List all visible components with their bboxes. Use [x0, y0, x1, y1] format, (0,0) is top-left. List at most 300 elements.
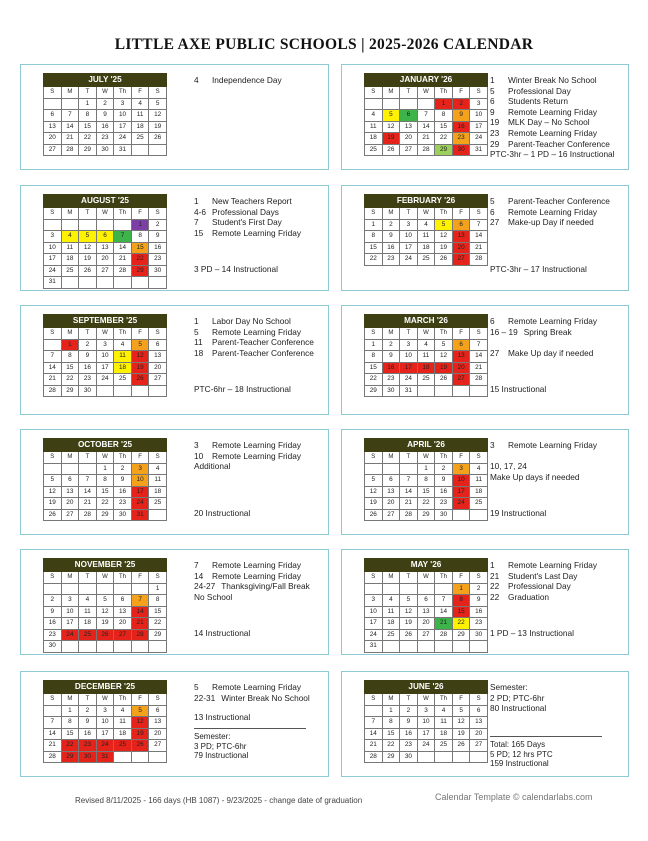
event-text: Remote Learning Friday	[212, 326, 302, 337]
event-date: 9	[490, 106, 495, 117]
day-cell: 22	[131, 254, 149, 266]
empty-cell	[452, 509, 470, 521]
day-cell: 30	[114, 509, 132, 521]
day-cell: 11	[417, 231, 435, 243]
day-cell: 30	[79, 385, 97, 397]
month-events	[490, 440, 597, 482]
day-cell: 19	[96, 618, 114, 630]
event-text: Remote Learning Friday	[212, 570, 302, 581]
semester-label: Total: 165 Days	[490, 740, 546, 749]
day-cell: 8	[149, 595, 167, 607]
event-date: 5	[194, 682, 199, 692]
day-cell: 25	[470, 498, 488, 510]
event-text: Independence Day	[212, 75, 282, 85]
empty-cell	[417, 583, 435, 595]
day-cell: 4	[435, 705, 453, 717]
day-cell: 13	[96, 242, 114, 254]
weekday-header: Th	[435, 694, 453, 706]
day-cell: 21	[365, 740, 383, 752]
empty-cell	[96, 219, 114, 231]
day-cell: 19	[365, 498, 383, 510]
day-cell: 20	[452, 242, 470, 254]
day-cell: 30	[470, 629, 488, 641]
empty-cell	[44, 583, 62, 595]
day-cell: 10	[365, 606, 383, 618]
day-cell: 15	[79, 121, 97, 133]
day-cell: 2	[149, 219, 167, 231]
event-text: MLK Day – No School	[508, 117, 590, 128]
day-cell: 27	[96, 265, 114, 277]
day-cell: 25	[131, 133, 149, 145]
event-line	[490, 207, 610, 218]
instructional-summary: 1 PD – 13 Instructional	[490, 628, 574, 638]
empty-cell	[114, 751, 132, 763]
empty-cell	[470, 385, 488, 397]
day-cell: 12	[79, 242, 97, 254]
weekday-header: W	[96, 572, 114, 584]
day-cell: 29	[61, 751, 79, 763]
day-cell: 14	[365, 728, 383, 740]
empty-cell	[131, 144, 149, 156]
empty-cell	[149, 751, 167, 763]
day-cell: 3	[114, 98, 132, 110]
month-events	[194, 196, 301, 238]
event-date: 22-31	[194, 692, 216, 703]
day-cell: 10	[96, 351, 114, 363]
day-cell: 28	[61, 144, 79, 156]
event-line	[194, 348, 314, 359]
event-text: Remote Learning Friday	[508, 316, 598, 326]
day-cell: 8	[79, 110, 97, 122]
empty-cell	[96, 385, 114, 397]
month-events	[490, 560, 597, 602]
day-cell: 28	[44, 385, 62, 397]
day-cell: 19	[382, 133, 400, 145]
day-cell: 13	[417, 606, 435, 618]
empty-cell	[417, 751, 435, 763]
day-cell: 2	[435, 463, 453, 475]
weekday-header: M	[61, 208, 79, 220]
empty-cell	[44, 339, 62, 351]
empty-cell	[365, 98, 383, 110]
day-cell: 1	[79, 98, 97, 110]
event-line	[490, 348, 597, 359]
event-line	[490, 327, 597, 338]
day-cell: 20	[149, 362, 167, 374]
day-cell: 17	[96, 362, 114, 374]
event-text: Graduation	[508, 591, 550, 602]
event-line	[194, 217, 301, 228]
empty-cell	[114, 219, 132, 231]
weekday-header: M	[61, 572, 79, 584]
day-cell: 27	[452, 374, 470, 386]
day-cell: 26	[79, 265, 97, 277]
month-panel	[341, 429, 629, 535]
day-cell: 7	[470, 339, 488, 351]
month-name: AUGUST '25	[44, 195, 167, 208]
month-name: MAY '26	[365, 559, 488, 572]
month-events	[194, 440, 301, 472]
empty-cell	[400, 583, 418, 595]
empty-cell	[452, 385, 470, 397]
weekday-header: T	[400, 87, 418, 99]
day-cell: 3	[44, 231, 62, 243]
weekday-header: S	[365, 452, 383, 464]
day-cell: 12	[149, 110, 167, 122]
day-cell: 5	[131, 705, 149, 717]
day-cell: 5	[435, 219, 453, 231]
event-text: Labor Day No School	[212, 316, 291, 326]
month-events	[194, 682, 310, 703]
day-cell: 1	[131, 219, 149, 231]
empty-cell	[79, 277, 97, 289]
day-cell: 19	[400, 618, 418, 630]
day-cell: 12	[435, 351, 453, 363]
event-text: Remote Learning Friday	[212, 450, 302, 461]
weekday-header: S	[149, 452, 167, 464]
event-line	[194, 75, 282, 86]
month-panel	[341, 305, 629, 415]
event-text: Remote Learning Friday	[508, 440, 598, 450]
weekday-header: S	[470, 452, 488, 464]
event-date: 7	[194, 560, 199, 570]
event-text: Remote Learning Friday	[508, 206, 598, 217]
day-cell: 14	[417, 121, 435, 133]
day-cell: 17	[61, 618, 79, 630]
event-text: Remote Learning Friday	[508, 127, 598, 138]
day-cell: 9	[149, 231, 167, 243]
empty-cell	[435, 583, 453, 595]
event-text: Professional Day	[508, 581, 571, 592]
instructional-summary: 3 PD – 14 Instructional	[194, 264, 278, 274]
weekday-header: S	[365, 694, 383, 706]
day-cell: 29	[79, 144, 97, 156]
day-cell: 5	[44, 475, 62, 487]
day-cell: 17	[417, 728, 435, 740]
day-cell: 6	[149, 339, 167, 351]
day-cell: 16	[382, 242, 400, 254]
day-cell: 26	[435, 374, 453, 386]
weekday-header: M	[382, 208, 400, 220]
day-cell: 25	[114, 374, 132, 386]
event-date: 3	[490, 440, 495, 450]
instructional-summary: 20 Instructional	[194, 508, 251, 518]
weekday-header: F	[131, 572, 149, 584]
weekday-header: Th	[114, 87, 132, 99]
day-cell: 9	[79, 717, 97, 729]
event-line	[490, 337, 597, 348]
day-cell: 10	[452, 475, 470, 487]
empty-cell	[435, 751, 453, 763]
empty-cell	[435, 641, 453, 653]
day-cell: 21	[44, 374, 62, 386]
day-cell: 7	[131, 595, 149, 607]
event-text: Winter Break No School	[221, 692, 310, 703]
weekday-header: W	[96, 694, 114, 706]
month-panel	[20, 549, 329, 655]
day-cell: 28	[470, 374, 488, 386]
event-date: 21	[490, 570, 500, 581]
day-cell: 26	[131, 740, 149, 752]
event-date: 1	[490, 560, 495, 570]
day-cell: 5	[365, 475, 383, 487]
revision-note: Revised 8/11/2025 - 166 days (HB 1087) - 9/23/2025 - change date of graduation	[75, 796, 363, 805]
month-events	[490, 316, 597, 358]
day-cell: 29	[365, 385, 383, 397]
day-cell: 1	[61, 705, 79, 717]
empty-cell	[400, 641, 418, 653]
weekday-header: Th	[435, 87, 453, 99]
day-cell: 24	[61, 629, 79, 641]
day-cell: 21	[79, 498, 97, 510]
weekday-header: M	[61, 694, 79, 706]
day-cell: 24	[96, 740, 114, 752]
day-cell: 25	[417, 374, 435, 386]
day-cell: 31	[131, 509, 149, 521]
weekday-header: W	[417, 328, 435, 340]
day-cell: 22	[61, 374, 79, 386]
day-cell: 20	[149, 728, 167, 740]
empty-cell	[435, 385, 453, 397]
month-panel	[341, 185, 629, 291]
weekday-header: F	[452, 694, 470, 706]
event-date: 22	[490, 591, 500, 602]
day-cell: 23	[382, 374, 400, 386]
day-cell: 3	[400, 339, 418, 351]
empty-cell	[96, 641, 114, 653]
weekday-header: S	[44, 452, 62, 464]
day-cell: 28	[114, 265, 132, 277]
day-cell: 1	[61, 339, 79, 351]
day-cell: 6	[452, 219, 470, 231]
empty-cell	[114, 385, 132, 397]
day-cell: 9	[435, 475, 453, 487]
event-text: PTC-3hr – 1 PD – 16 Instructional	[490, 149, 615, 160]
day-cell: 13	[149, 717, 167, 729]
day-cell: 22	[365, 254, 383, 266]
event-line	[490, 472, 597, 483]
weekday-header: T	[79, 572, 97, 584]
day-cell: 12	[435, 231, 453, 243]
day-cell: 23	[79, 740, 97, 752]
day-cell: 15	[61, 728, 79, 740]
weekday-header: Th	[435, 452, 453, 464]
day-cell: 23	[435, 498, 453, 510]
month-name: SEPTEMBER '25	[44, 315, 167, 328]
day-cell: 8	[382, 717, 400, 729]
weekday-header: S	[365, 328, 383, 340]
day-cell: 31	[365, 641, 383, 653]
day-cell: 7	[44, 351, 62, 363]
day-cell: 23	[400, 740, 418, 752]
day-cell: 2	[96, 98, 114, 110]
event-text: Parent-Teacher Conference	[508, 138, 610, 149]
event-line	[194, 461, 301, 472]
event-text: Parent-Teacher Conference	[212, 347, 314, 358]
day-cell: 9	[44, 606, 62, 618]
day-cell: 11	[114, 351, 132, 363]
day-cell: 7	[400, 475, 418, 487]
day-cell: 13	[382, 486, 400, 498]
day-cell: 2	[400, 705, 418, 717]
day-cell: 26	[435, 254, 453, 266]
day-cell: 20	[96, 254, 114, 266]
weekday-header: W	[417, 452, 435, 464]
day-cell: 25	[61, 265, 79, 277]
day-cell: 8	[417, 475, 435, 487]
day-cell: 17	[400, 242, 418, 254]
day-cell: 3	[452, 463, 470, 475]
day-cell: 25	[114, 740, 132, 752]
day-cell: 3	[96, 339, 114, 351]
month-calendar	[43, 194, 167, 289]
day-cell: 22	[61, 740, 79, 752]
weekday-header: Th	[114, 694, 132, 706]
day-cell: 13	[452, 351, 470, 363]
day-cell: 24	[400, 254, 418, 266]
empty-cell	[400, 463, 418, 475]
day-cell: 9	[382, 231, 400, 243]
weekday-header: W	[96, 328, 114, 340]
event-line	[194, 451, 301, 462]
event-text: Remote Learning Friday	[508, 560, 598, 570]
day-cell: 19	[435, 242, 453, 254]
weekday-header: S	[149, 87, 167, 99]
day-cell: 23	[149, 254, 167, 266]
weekday-header: T	[400, 694, 418, 706]
day-cell: 4	[382, 595, 400, 607]
weekday-header: W	[417, 87, 435, 99]
day-cell: 20	[382, 498, 400, 510]
empty-cell	[417, 641, 435, 653]
day-cell: 16	[79, 728, 97, 740]
instructional-summary: 14 Instructional	[194, 628, 251, 638]
day-cell: 30	[149, 265, 167, 277]
event-text: Make-up Day if needed	[508, 217, 594, 228]
event-line	[490, 581, 597, 592]
day-cell: 12	[452, 717, 470, 729]
day-cell: 24	[131, 498, 149, 510]
month-events	[490, 682, 546, 714]
event-date: 6	[490, 96, 495, 107]
day-cell: 28	[44, 751, 62, 763]
month-calendar	[364, 558, 488, 653]
event-date: 14	[194, 570, 204, 581]
instructional-summary: 15 Instructional	[490, 384, 547, 394]
day-cell: 11	[149, 475, 167, 487]
day-cell: 14	[61, 121, 79, 133]
empty-cell	[149, 144, 167, 156]
template-credit: Calendar Template © calendarlabs.com	[435, 792, 593, 802]
month-calendar	[43, 438, 167, 521]
day-cell: 8	[452, 595, 470, 607]
event-line	[194, 196, 301, 207]
day-cell: 15	[96, 486, 114, 498]
weekday-header: S	[44, 87, 62, 99]
day-cell: 21	[114, 254, 132, 266]
day-cell: 16	[400, 728, 418, 740]
day-cell: 30	[96, 144, 114, 156]
month-calendar	[364, 314, 488, 397]
empty-cell	[131, 385, 149, 397]
day-cell: 12	[131, 717, 149, 729]
empty-cell	[149, 385, 167, 397]
day-cell: 1	[365, 219, 383, 231]
day-cell: 16	[435, 486, 453, 498]
empty-cell	[131, 277, 149, 289]
day-cell: 23	[44, 629, 62, 641]
day-cell: 15	[435, 121, 453, 133]
empty-cell	[96, 277, 114, 289]
day-cell: 5	[79, 231, 97, 243]
day-cell: 9	[382, 351, 400, 363]
day-cell: 15	[365, 362, 383, 374]
day-cell: 16	[79, 362, 97, 374]
day-cell: 14	[470, 351, 488, 363]
day-cell: 16	[44, 618, 62, 630]
day-cell: 3	[417, 705, 435, 717]
empty-cell	[382, 583, 400, 595]
day-cell: 6	[400, 110, 418, 122]
day-cell: 24	[400, 374, 418, 386]
event-date: 11	[194, 337, 203, 348]
day-cell: 7	[114, 231, 132, 243]
day-cell: 1	[452, 583, 470, 595]
day-cell: 4	[61, 231, 79, 243]
day-cell: 19	[149, 121, 167, 133]
day-cell: 2	[382, 339, 400, 351]
day-cell: 10	[417, 717, 435, 729]
day-cell: 10	[131, 475, 149, 487]
weekday-header: W	[417, 208, 435, 220]
event-date: 6	[490, 316, 495, 326]
weekday-header: Th	[114, 328, 132, 340]
day-cell: 20	[417, 618, 435, 630]
divider	[194, 728, 306, 729]
day-cell: 22	[417, 498, 435, 510]
event-line	[490, 75, 615, 86]
event-text: Remote Learning Friday	[212, 682, 302, 692]
day-cell: 17	[452, 486, 470, 498]
day-cell: 26	[44, 509, 62, 521]
day-cell: 19	[452, 728, 470, 740]
event-date: 6	[490, 206, 495, 217]
day-cell: 23	[470, 618, 488, 630]
weekday-header: M	[61, 452, 79, 464]
day-cell: 13	[61, 486, 79, 498]
weekday-header: S	[149, 572, 167, 584]
day-cell: 8	[61, 351, 79, 363]
empty-cell	[131, 641, 149, 653]
weekday-header: F	[131, 87, 149, 99]
day-cell: 19	[44, 498, 62, 510]
event-date: 5	[194, 326, 199, 337]
day-cell: 29	[435, 144, 453, 156]
day-cell: 11	[131, 110, 149, 122]
day-cell: 5	[400, 595, 418, 607]
event-date: 19	[490, 117, 500, 128]
day-cell: 3	[470, 98, 488, 110]
day-cell: 16	[382, 362, 400, 374]
day-cell: 29	[96, 509, 114, 521]
empty-cell	[61, 641, 79, 653]
weekday-header: S	[149, 328, 167, 340]
day-cell: 15	[417, 486, 435, 498]
day-cell: 20	[114, 618, 132, 630]
event-line	[490, 560, 597, 571]
weekday-header: S	[44, 208, 62, 220]
semester-line: 5 PD; 12 hrs PTC	[490, 749, 553, 759]
